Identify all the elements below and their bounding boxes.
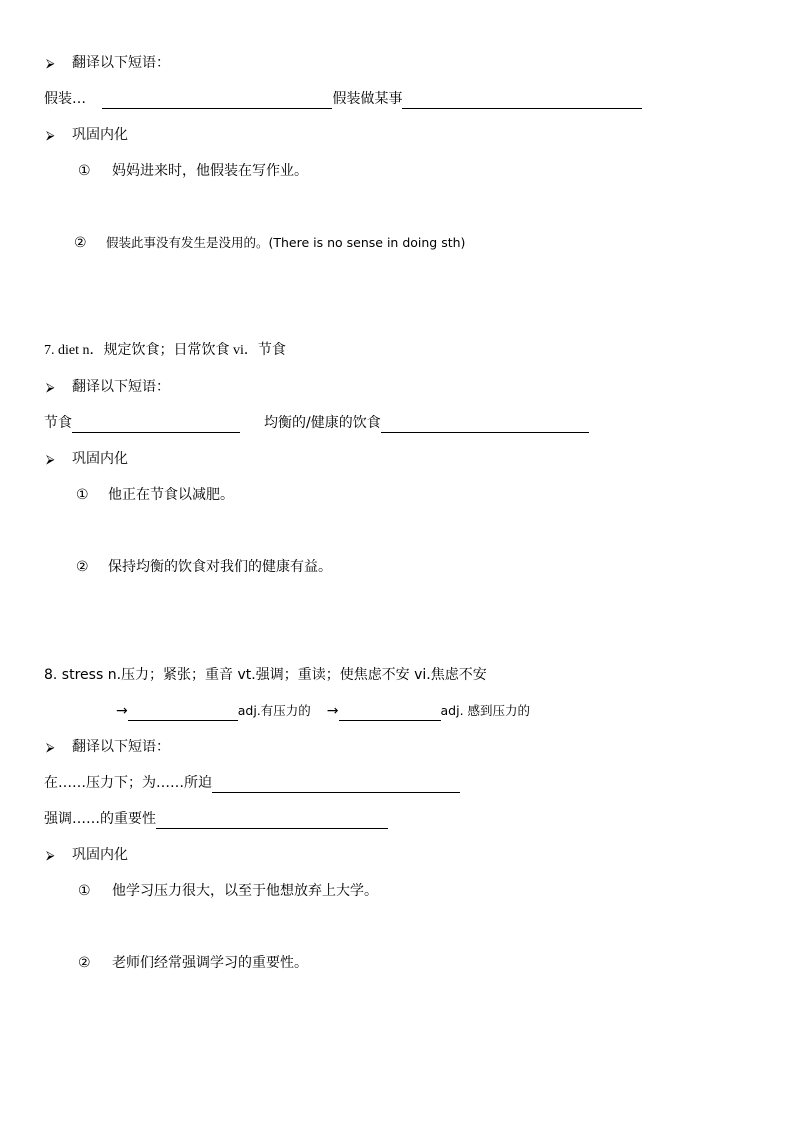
s8-ex1-text: 他学习压力很大，以至于他想放弃上大学。 [112,883,378,899]
s7-phrase1-blank[interactable] [72,418,240,433]
arrowhead-bullet-icon: ⮚ [46,56,55,70]
s8-phrase1-label: 在……压力下；为……所迫 [44,775,212,791]
arrowhead-bullet-icon: ⮚ [46,452,55,466]
s6-ex1-text: 妈妈进来时，他假装在写作业。 [112,163,308,179]
s7-phrase2-label: 均衡的/健康的饮食 [264,415,381,431]
s8-phrase2-label: 强调……的重要性 [44,811,156,827]
s6-phrase1-blank[interactable] [102,94,332,109]
s6-ex2-text: 假装此事没有发生是没用的。(There is no sense in doing sth) [106,235,466,250]
s8-title: 8. stress n.压力；紧张；重音 vt.强调；重读；使焦虑不安 vi.焦虑不安 [44,667,487,683]
s8-deriv2-suffix: adj. 感到压力的 [440,703,531,718]
right-arrow-icon: → [326,703,339,719]
s8-phrase2-blank[interactable] [156,814,388,829]
s7-translate-heading: 翻译以下短语： [72,379,170,395]
s6-ex2-number: ② [74,235,87,251]
s6-phrase2-label: 假装做某事 [332,91,403,107]
s6-consolidate-heading: 巩固内化 [72,127,128,143]
s6-ex1-number: ① [78,163,91,179]
s8-translate-heading: 翻译以下短语： [72,739,170,755]
s8-ex2-number: ② [78,955,91,971]
s7-ex2-text: 保持均衡的饮食对我们的健康有益。 [108,559,332,575]
s7-phrase1-label: 节食 [44,415,72,431]
s6-phrase1-label: 假装… [44,91,86,107]
s6-translate-heading: 翻译以下短语： [72,55,170,71]
s8-deriv2-blank[interactable] [339,706,441,721]
s6-phrase2-blank[interactable] [402,94,642,109]
s7-ex1-number: ① [76,487,89,503]
s7-ex1-text: 他正在节食以减肥。 [108,487,234,503]
s7-phrase-line [44,413,589,433]
s7-ex2-number: ② [76,559,89,575]
s8-deriv1-suffix: adj.有压力的 [237,703,311,718]
right-arrow-icon: → [116,703,128,719]
s8-deriv1-blank[interactable] [128,706,238,721]
s7-title: 7. diet n．规定饮食；日常饮食 vi．节食 [44,343,286,358]
s8-phrase2-line [44,809,388,829]
s8-derivatives-line [116,701,530,721]
s8-phrase1-blank[interactable] [212,778,460,793]
s8-ex2-text: 老师们经常强调学习的重要性。 [112,955,308,971]
arrowhead-bullet-icon: ⮚ [46,848,55,862]
arrowhead-bullet-icon: ⮚ [46,380,55,394]
s6-phrase-line [44,89,642,109]
arrowhead-bullet-icon: ⮚ [46,740,55,754]
s8-phrase1-line [44,773,460,793]
s8-consolidate-heading: 巩固内化 [72,847,128,863]
s8-ex1-number: ① [78,883,91,899]
arrowhead-bullet-icon: ⮚ [46,128,55,142]
s7-consolidate-heading: 巩固内化 [72,451,128,467]
s7-phrase2-blank[interactable] [381,418,589,433]
